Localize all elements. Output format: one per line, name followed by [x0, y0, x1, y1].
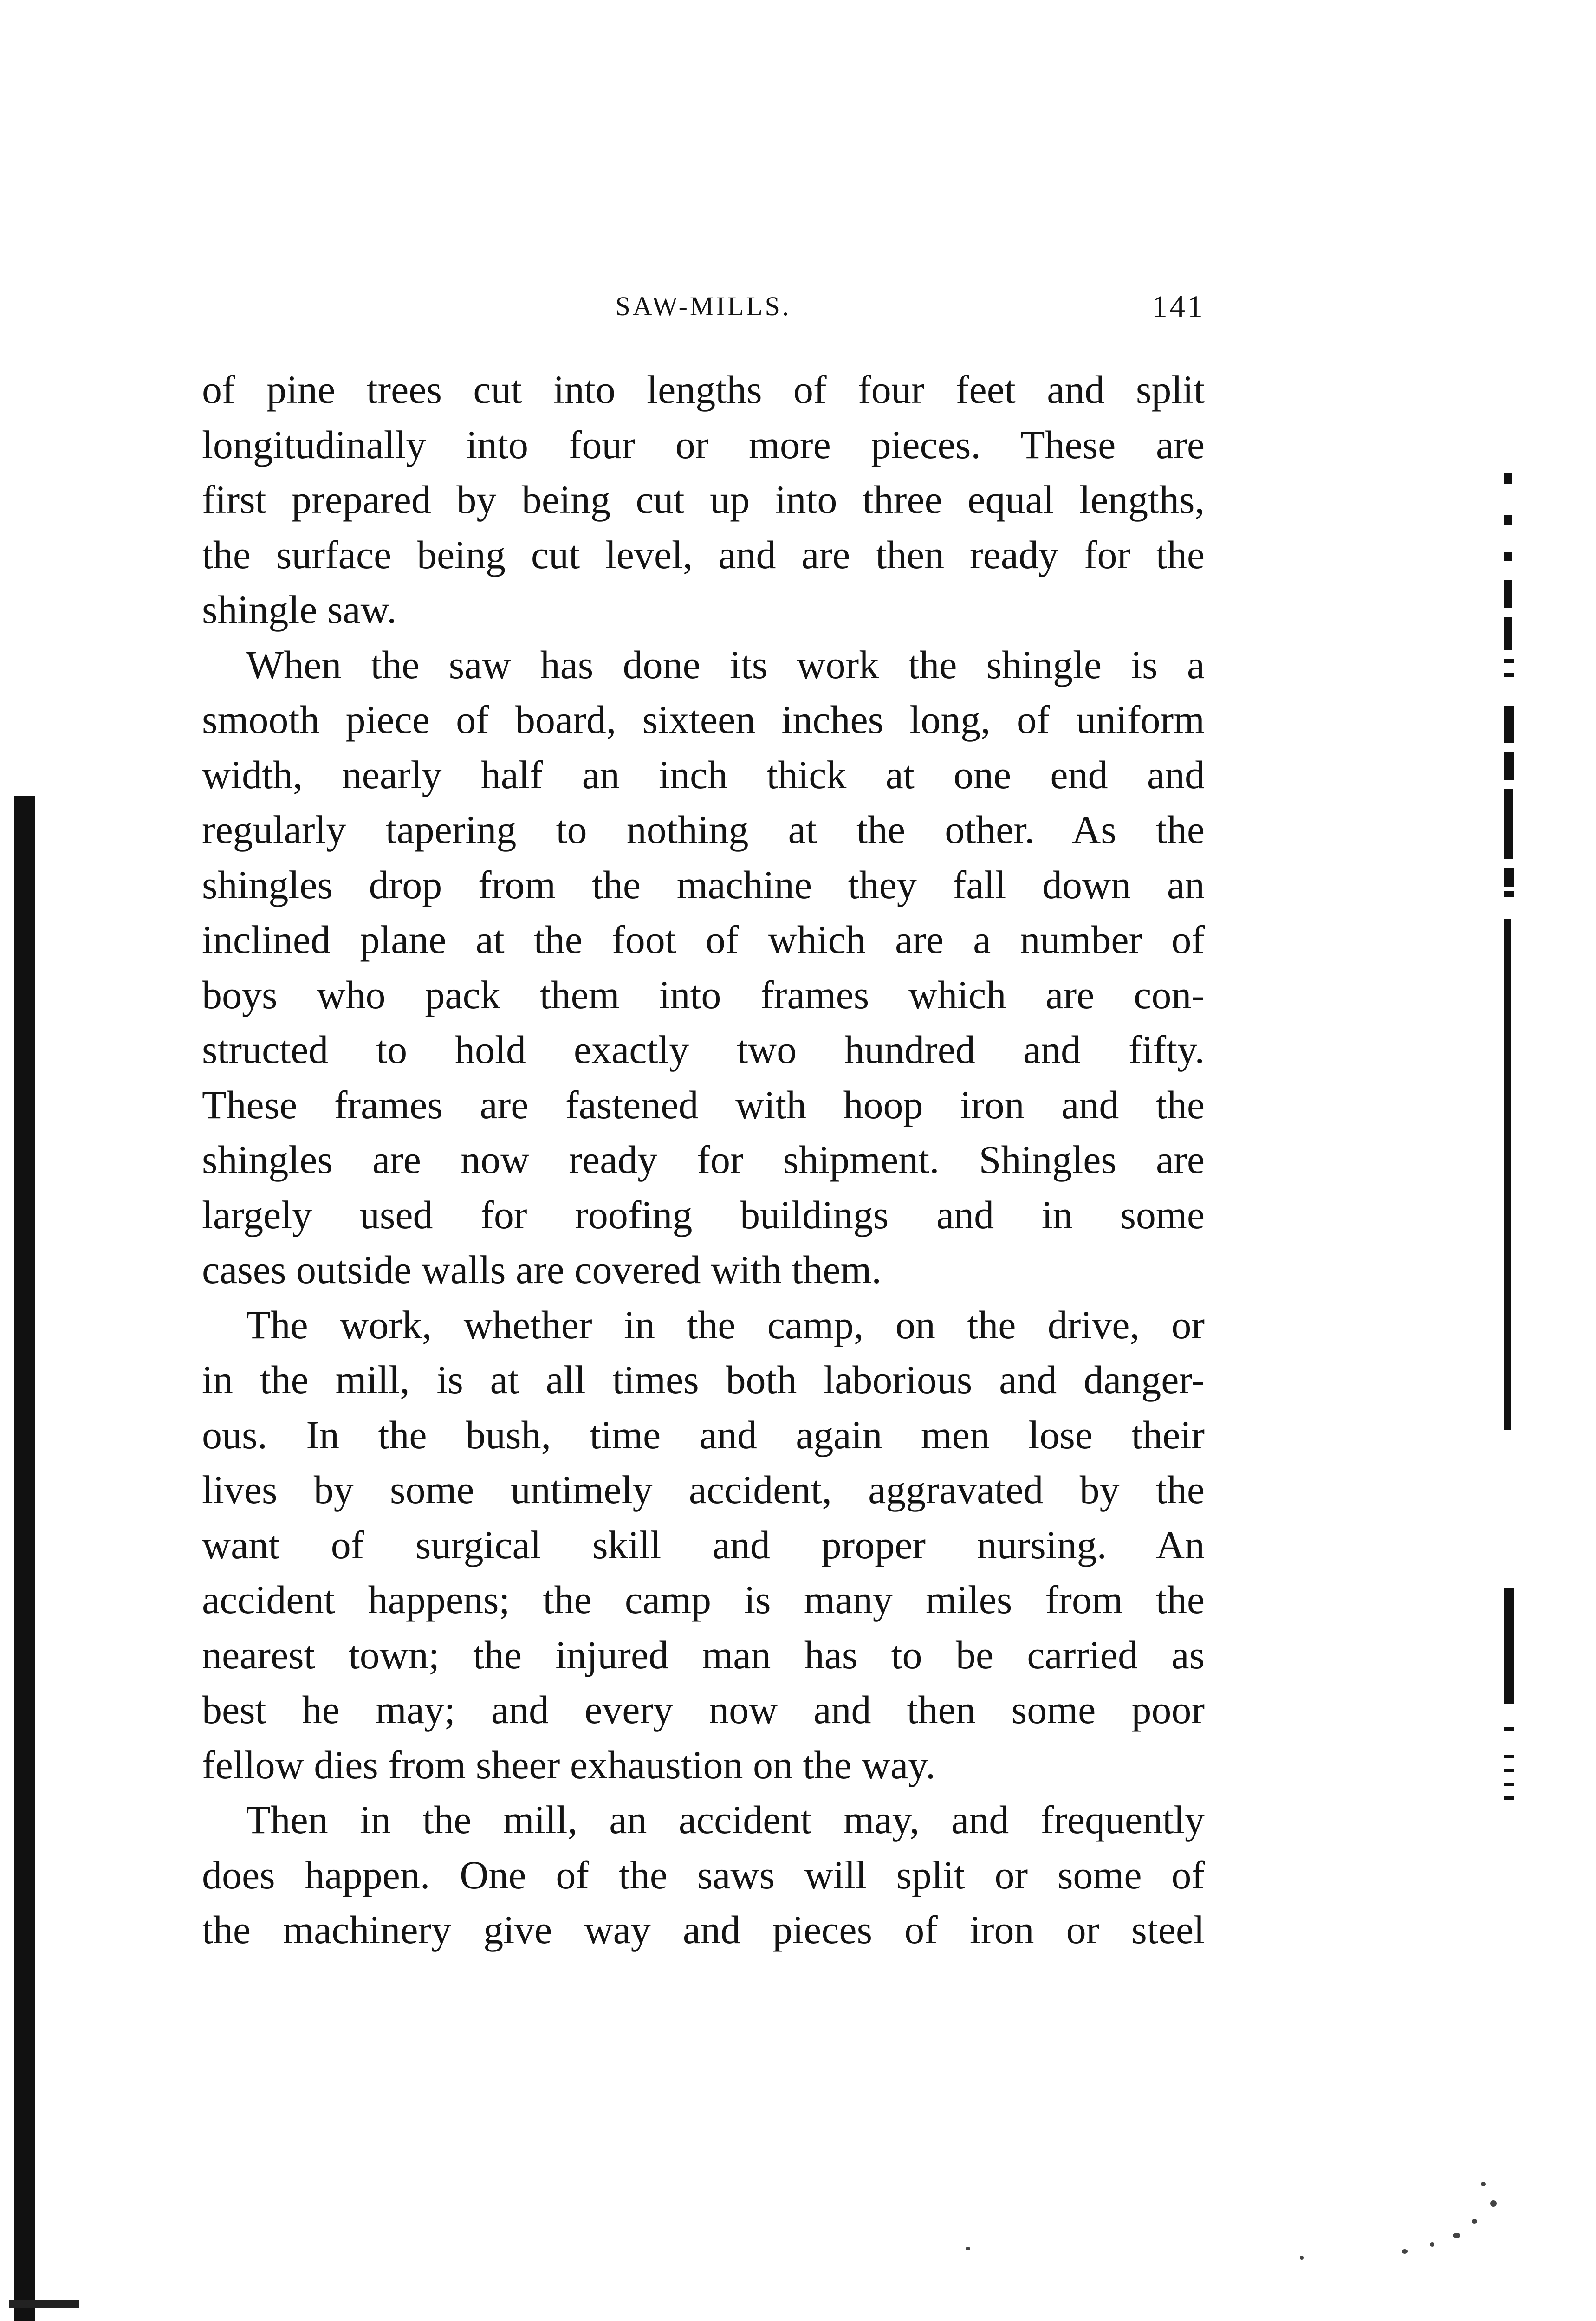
- text-line: shingles drop from the machine they fall down an: [202, 862, 1205, 907]
- text-line: accident happens; the camp is many miles from the: [202, 1577, 1205, 1622]
- text-line: inclined plane at the foot of which are a number of: [202, 917, 1205, 962]
- paragraph-3: [202, 1297, 1205, 1793]
- text-line: cases outside walls are covered with them.: [202, 1247, 882, 1292]
- paragraph-1: [202, 362, 1205, 637]
- running-title: SAW-MILLS.: [615, 291, 792, 321]
- text-line: the machinery give way and pieces of iron or steel: [202, 1907, 1205, 1952]
- edge-mark: [1504, 1727, 1514, 1731]
- text-line: want of surgical skill and proper nursing. An: [202, 1522, 1205, 1567]
- edge-mark: [1504, 617, 1512, 650]
- page-number: 141: [1152, 289, 1205, 324]
- speck: [1472, 2219, 1477, 2224]
- speck: [1300, 2256, 1304, 2260]
- text-line: of pine trees cut into lengths of four feet and split: [202, 367, 1205, 412]
- text-line: Then in the mill, an accident may, and frequently: [246, 1797, 1205, 1842]
- text-line: nearest town; the injured man has to be carried as: [202, 1632, 1205, 1677]
- edge-mark: [1504, 868, 1514, 887]
- edge-mark: [1504, 1796, 1514, 1800]
- edge-marks-strip: [1504, 473, 1532, 1866]
- speck: [1402, 2249, 1408, 2254]
- text-line: shingles are now ready for shipment. Shingles are: [202, 1137, 1205, 1182]
- edge-mark: [1504, 580, 1512, 608]
- edge-mark: [1504, 1685, 1514, 1689]
- edge-mark: [1504, 789, 1513, 859]
- binding-shadow-bar: [14, 796, 35, 2321]
- text-line: lives by some untimely accident, aggravated by the: [202, 1467, 1205, 1512]
- edge-mark: [1504, 552, 1512, 561]
- edge-mark: [1504, 1769, 1514, 1772]
- speck: [1490, 2200, 1497, 2207]
- edge-mark: [1504, 515, 1512, 525]
- edge-mark: [1504, 1783, 1514, 1786]
- text-line: longitudinally into four or more pieces. These are: [202, 422, 1205, 467]
- edge-mark: [1504, 1671, 1514, 1675]
- edge-mark: [1504, 473, 1512, 484]
- text-line: shingle saw.: [202, 587, 397, 632]
- text-line: smooth piece of board, sixteen inches long, of uniform: [202, 697, 1205, 742]
- body-text: [202, 362, 1205, 1958]
- paragraph-2: [202, 637, 1205, 1297]
- edge-mark: [1504, 1699, 1514, 1703]
- speck: [1481, 2182, 1486, 2186]
- edge-mark: [1504, 752, 1514, 780]
- text-line: These frames are fastened with hoop iron and the: [202, 1082, 1205, 1127]
- text-line: first prepared by being cut up into three equal lengths,: [202, 477, 1205, 522]
- speck: [1453, 2233, 1460, 2238]
- text-line: structed to hold exactly two hundred and fifty.: [202, 1027, 1205, 1072]
- text-line: boys who pack them into frames which are con-: [202, 972, 1205, 1017]
- text-line: does happen. One of the saws will split or some of: [202, 1852, 1205, 1897]
- text-line: width, nearly half an inch thick at one end and: [202, 752, 1205, 797]
- text-line: fellow dies from sheer exhaustion on the way.: [202, 1742, 936, 1787]
- edge-mark: [1504, 1755, 1514, 1758]
- binding-shadow-foot: [9, 2300, 79, 2308]
- paragraph-4: [202, 1792, 1205, 1958]
- text-line: regularly tapering to nothing at the other. As the: [202, 807, 1205, 852]
- edge-mark: [1504, 659, 1514, 663]
- edge-mark: [1504, 673, 1514, 677]
- speck: [966, 2247, 970, 2250]
- edge-mark: [1504, 706, 1514, 743]
- speck: [1430, 2242, 1434, 2247]
- edge-mark: [1504, 891, 1514, 897]
- text-line: in the mill, is at all times both laborious and danger-: [202, 1357, 1205, 1402]
- text-line: the surface being cut level, and are then ready for the: [202, 532, 1205, 577]
- text-line: largely used for roofing buildings and in some: [202, 1192, 1205, 1237]
- text-line: When the saw has done its work the shingle is a: [246, 642, 1205, 687]
- edge-mark: [1504, 919, 1511, 1430]
- running-head: [202, 288, 1205, 325]
- text-line: ous. In the bush, time and again men lose their: [202, 1412, 1205, 1457]
- text-line: best he may; and every now and then some poor: [202, 1687, 1205, 1732]
- text-line: The work, whether in the camp, on the drive, or: [246, 1302, 1205, 1347]
